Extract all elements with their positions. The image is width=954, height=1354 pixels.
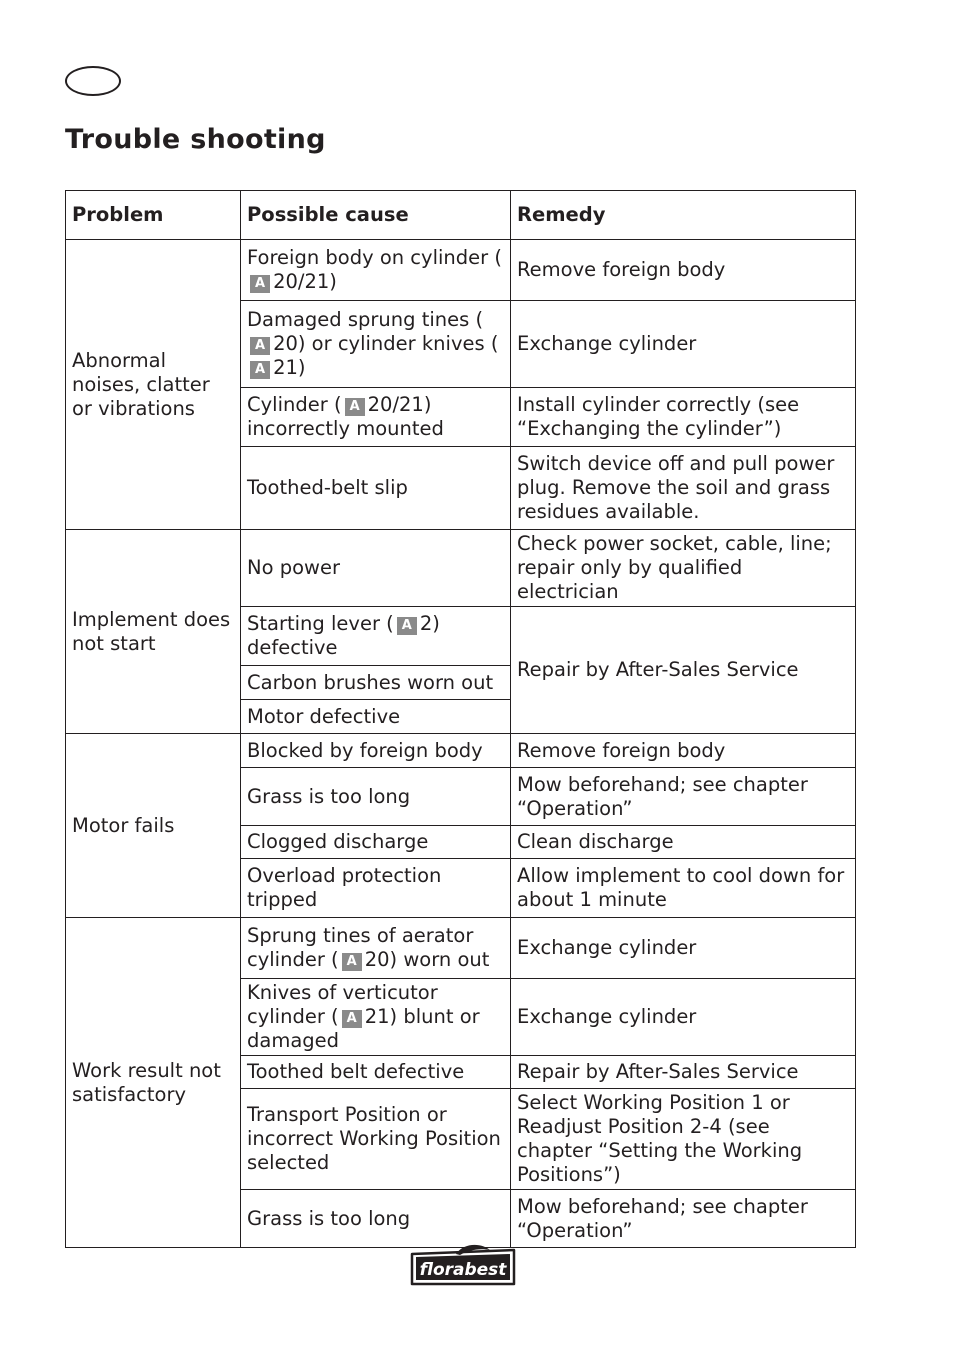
remedy-cell: Check power socket, cable, line; repair only by qualified electrician bbox=[511, 530, 856, 607]
remedy-cell: Repair by After-Sales Service bbox=[511, 607, 856, 734]
table-row bbox=[66, 918, 856, 979]
cause-cell: Overload protection tripped bbox=[241, 859, 511, 918]
cause-cell: Cylinder ( A 20/21) incorrectly mounted bbox=[241, 388, 511, 447]
cause-cell: Foreign body on cylinder (A 20/21) bbox=[241, 240, 511, 301]
cause-cell: Toothed belt defective bbox=[241, 1056, 511, 1089]
cause-cell: Motor defective bbox=[241, 700, 511, 734]
cause-cell: Grass is too long bbox=[241, 1190, 511, 1248]
figure-ref-badge: A bbox=[250, 337, 270, 355]
remedy-cell: Mow beforehand; see chapter “Operation” bbox=[511, 1190, 856, 1248]
table-row bbox=[66, 240, 856, 301]
remedy-cell: Exchange cylinder bbox=[511, 301, 856, 388]
remedy-cell: Exchange cylinder bbox=[511, 918, 856, 979]
problem-cell: Abnormal noises, clatter or vibrations bbox=[66, 240, 241, 530]
figure-ref-badge: A bbox=[250, 275, 270, 293]
logo-text: florabest bbox=[419, 1260, 507, 1280]
remedy-cell: Mow beforehand; see chapter “Operation” bbox=[511, 768, 856, 826]
problem-cell: Motor fails bbox=[66, 734, 241, 918]
page-title: Trouble shooting bbox=[65, 124, 326, 155]
cause-cell: Starting lever ( A 2) defective bbox=[241, 607, 511, 666]
remedy-cell: Repair by After-Sales Service bbox=[511, 1056, 856, 1089]
cause-cell: Grass is too long bbox=[241, 768, 511, 826]
problem-cell: Work result not satisfactory bbox=[66, 918, 241, 1248]
cause-cell: Carbon brushes worn out bbox=[241, 666, 511, 700]
table-row bbox=[66, 734, 856, 768]
figure-ref-badge: A bbox=[250, 361, 270, 379]
remedy-cell: Select Working Position 1 or Readjust Position 2-4 (see chapter “Setting the Working Positions”) bbox=[511, 1089, 856, 1190]
table-row bbox=[66, 530, 856, 607]
remedy-cell: Switch device off and pull power plug. Remove the soil and grass residues available. bbox=[511, 447, 856, 530]
remedy-cell: Clean discharge bbox=[511, 826, 856, 859]
cause-cell: Transport Position or incorrect Working Position selected bbox=[241, 1089, 511, 1190]
column-header-cause: Possible cause bbox=[241, 191, 511, 240]
troubleshooting-table bbox=[65, 190, 856, 1248]
cause-cell: Damaged sprung tines (A 20) or cylinder knives (A 21) bbox=[241, 301, 511, 388]
figure-ref-badge: A bbox=[345, 398, 365, 416]
problem-cell: Implement does not start bbox=[66, 530, 241, 734]
figure-ref-badge: A bbox=[397, 617, 417, 635]
column-header-remedy: Remedy bbox=[511, 191, 856, 240]
remedy-cell: Install cylinder correctly (see “Exchanging the cylinder”) bbox=[511, 388, 856, 447]
cause-cell: Knives of verticutor cylinder ( A 21) blunt or damaged bbox=[241, 979, 511, 1056]
cause-cell: Blocked by foreign body bbox=[241, 734, 511, 768]
column-header-problem: Problem bbox=[66, 191, 241, 240]
cause-cell: No power bbox=[241, 530, 511, 607]
table-header-row bbox=[66, 191, 856, 240]
remedy-cell: Remove foreign body bbox=[511, 734, 856, 768]
figure-ref-badge: A bbox=[342, 1010, 362, 1028]
cause-cell: Clogged discharge bbox=[241, 826, 511, 859]
language-indicator bbox=[65, 66, 121, 96]
remedy-cell: Exchange cylinder bbox=[511, 979, 856, 1056]
remedy-cell: Allow implement to cool down for about 1 minute bbox=[511, 859, 856, 918]
remedy-cell: Remove foreign body bbox=[511, 240, 856, 301]
cause-cell: Sprung tines of aerator cylinder ( A 20) worn out bbox=[241, 918, 511, 979]
cause-cell: Toothed-belt slip bbox=[241, 447, 511, 530]
florabest-logo bbox=[406, 1244, 520, 1290]
figure-ref-badge: A bbox=[342, 953, 362, 971]
